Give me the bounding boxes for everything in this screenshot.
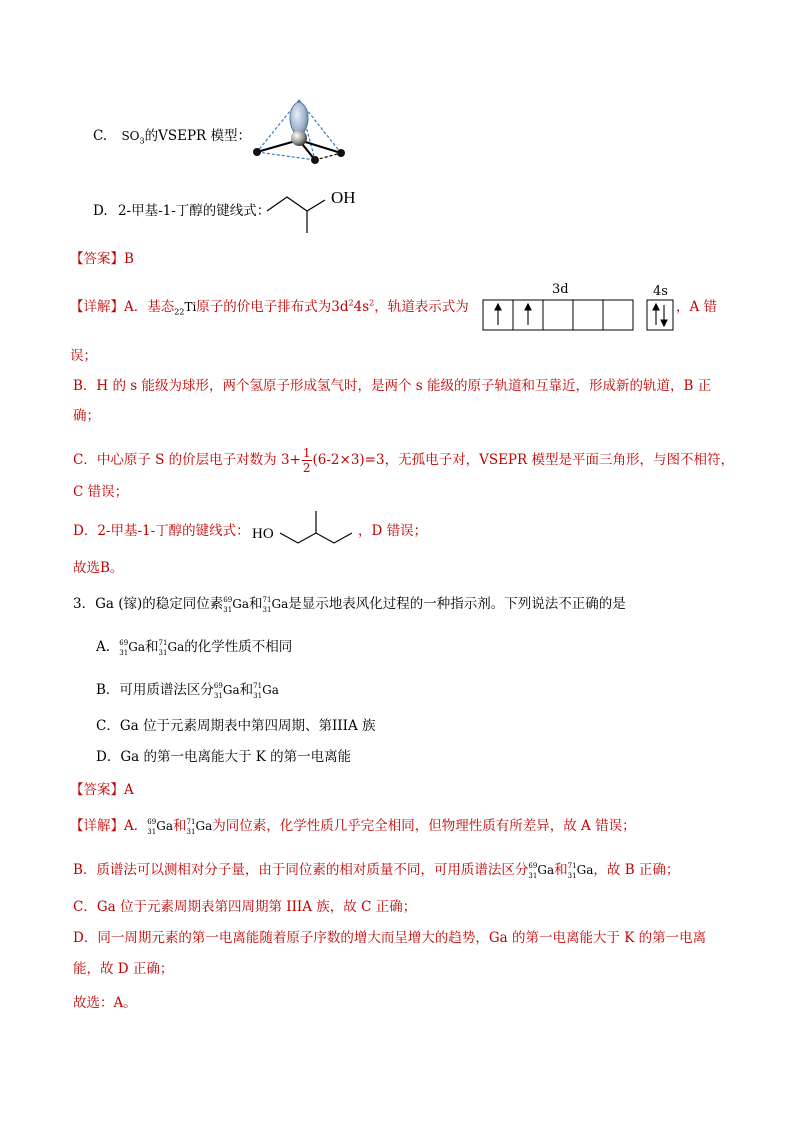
detail-1-a: 【详解】A．基态$_{22}$Ti原子的价电子排布式为$3d^24s^2$，轨道表示式为: [70, 298, 469, 317]
ho-label: HO: [252, 526, 274, 542]
q3-stem-pre: 3．Ga (镓)的稳定同位素: [73, 596, 224, 612]
detail-1-b-2: 确；: [73, 408, 100, 424]
detail-2-c: C．Ga 位于元素周期表第四周期第 IIIA 族，故 C 正确；: [73, 899, 417, 915]
detail-2-d-2: 能，故 D 正确；: [73, 961, 174, 977]
vsepr-model-figure: [245, 92, 355, 167]
q3-option-c: C．Ga 位于元素周期表中第四周期、第IIIA 族: [96, 718, 376, 734]
detail-1-d: [73, 521, 250, 541]
option-d: [93, 201, 270, 221]
fraction-half: $\frac{1}{2}$: [302, 446, 311, 475]
detail-1-a-post: ，轨道表示式为: [374, 299, 469, 315]
isotope-ga71: 71 31: [262, 595, 272, 614]
detail-1-c-post: (6-2×3)=3，无孤电子对，VSEPR 模型是平面三角形，与图不相符，: [312, 452, 734, 468]
option-d-text: 2-甲基-1-丁醇的键线式：: [117, 203, 271, 219]
ti-symbol: $_{22}$Ti: [174, 300, 197, 317]
detail-1-a-pre: A．基态: [124, 299, 175, 315]
detail-1-a-mid: 原子的价电子排布式为3d: [196, 299, 349, 315]
detail-2-a: 【详解】A． 69 31 Ga和 71 31 Ga为同位素，化学性质几乎完全相同，但物理性质有所差异，故 A 错误；: [70, 817, 636, 836]
so3-formula: $SO_3$: [121, 129, 145, 146]
q3-stem-post: 是显示地表风化过程的一种指示剂。下列说法不正确的是: [288, 596, 626, 612]
question-3-stem: 3．Ga (镓)的稳定同位素 69 31 Ga和 71 31 Ga是显示地表风化过程的一种指示剂。下列说法不正确的是: [73, 595, 626, 614]
detail-1-c-1: [73, 446, 734, 475]
option-c: [93, 126, 251, 146]
orbital-label-4s: 4s: [653, 284, 668, 299]
q3-option-a: A． 69 31 Ga和 71 31 Ga的化学性质不相同: [96, 638, 293, 657]
option-c-label: C.: [93, 128, 108, 144]
q3-option-d: D．Ga 的第一电离能大于 K 的第一电离能: [96, 749, 352, 765]
detail-1-c-pre: C．中心原子 S 的价层电子对数为 3+: [73, 452, 301, 468]
detail-1-a-wrap: 误；: [70, 348, 97, 364]
isotope-ga69: 69 31: [223, 595, 233, 614]
detail-1-d-post: ，D 错误；: [358, 523, 428, 539]
answer-1: 【答案】B: [70, 251, 134, 267]
detail-1-end: 故选B。: [73, 560, 124, 576]
option-d-label: D.: [93, 203, 108, 219]
option-c-text: 的VSEPR 模型：: [144, 128, 251, 144]
detail-2-b: B．质谱法可以测相对分子量，由于同位素的相对质量不同，可用质谱法区分 69 31 Ga和 71 31 Ga，故 B 正确；: [73, 861, 680, 880]
oh-label: OH: [331, 188, 356, 207]
detail-1-lead: 【详解】: [70, 299, 124, 315]
detail-1-c-2: C 错误；: [73, 484, 129, 500]
orbital-label-3d: 3d: [552, 282, 569, 297]
detail-1-b-1: B．H 的 s 能级为球形，两个氢原子形成氢气时，是两个 s 能级的原子轨道和互靠近，形成新的轨道，B 正: [73, 378, 712, 394]
detail-2-end: 故选：A。: [73, 995, 137, 1011]
answer-2: 【答案】A: [70, 782, 134, 798]
skeletal-formula-wrong: [265, 183, 370, 238]
q3-option-b: B．可用质谱法区分 69 31 Ga和 71 31 Ga: [96, 681, 279, 700]
detail-2-d-1: D．同一周期元素的第一电离能随着原子序数的增大而呈增大的趋势，Ga 的第一电离能大于 K 的第一电离: [73, 930, 707, 946]
orbital-diagram: [482, 299, 674, 333]
detail-1-d-pre: D．2-甲基-1-丁醇的键线式：: [73, 523, 250, 539]
detail-1-a-tail: ，A 错: [676, 299, 718, 315]
detail-1-a-4s: 4s: [353, 299, 370, 315]
electron-arrows: [495, 304, 667, 326]
skeletal-formula-correct: [250, 505, 370, 547]
